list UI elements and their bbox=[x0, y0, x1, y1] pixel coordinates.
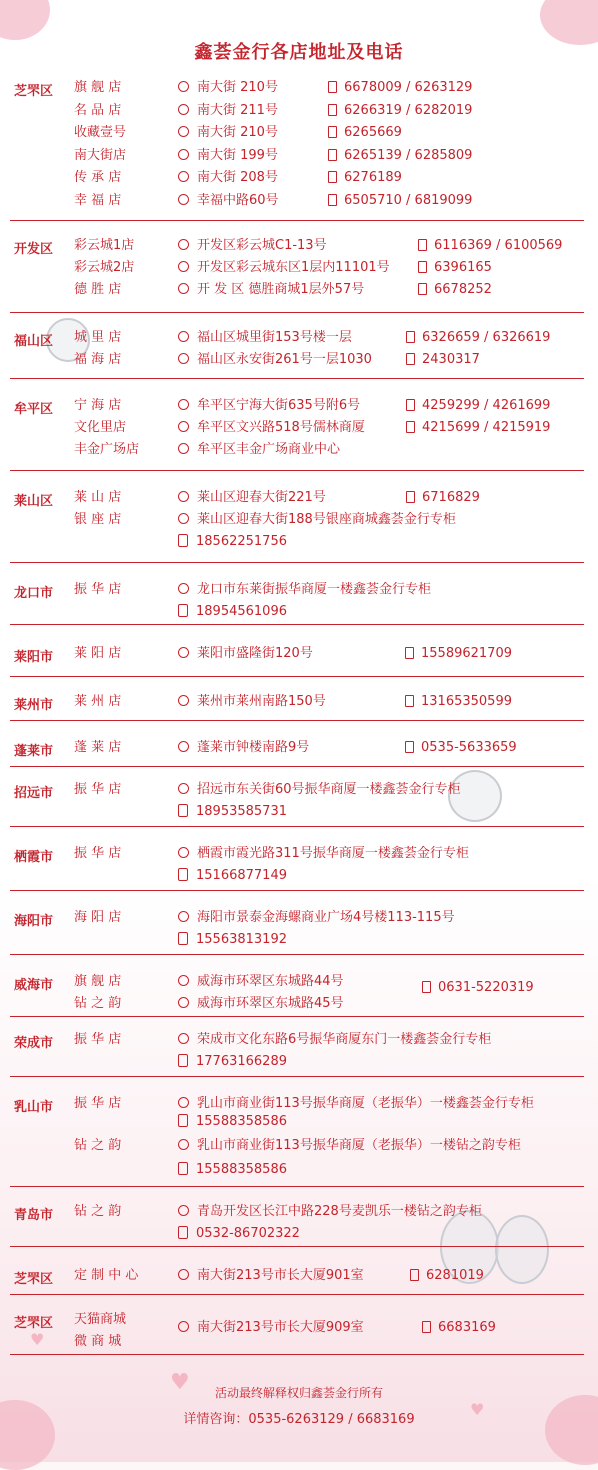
store-phone: 6326659 / 6326619 bbox=[406, 328, 550, 348]
mobile-number: 15588358586 bbox=[178, 1112, 287, 1132]
store-row bbox=[10, 123, 584, 143]
mobile-row bbox=[10, 1052, 584, 1072]
store-phone: 6276189 bbox=[328, 168, 402, 188]
store-name: 彩云城2店 bbox=[74, 260, 135, 275]
region-name: 蓬莱市 bbox=[14, 744, 54, 759]
store-row bbox=[10, 146, 584, 166]
mobile-number: 18562251756 bbox=[178, 532, 287, 552]
region-name: 乳山市 bbox=[14, 1100, 54, 1115]
store-row bbox=[10, 844, 584, 864]
mobile-number: 18953585731 bbox=[178, 802, 287, 822]
region-block bbox=[10, 1088, 584, 1187]
store-phone: 6678252 bbox=[418, 280, 492, 300]
store-row bbox=[10, 258, 584, 278]
region-block bbox=[10, 1196, 584, 1247]
region-name: 龙口市 bbox=[14, 586, 54, 601]
region-block bbox=[10, 732, 584, 767]
store-address: 南大街213号市长大厦909室 bbox=[178, 1318, 364, 1338]
mobile-row bbox=[10, 802, 584, 822]
store-address: 莱山区迎春大街188号银座商城鑫荟金行专柜 bbox=[178, 510, 456, 530]
store-address: 莱州市莱州南路150号 bbox=[178, 692, 326, 712]
store-name: 莱 山 店 bbox=[74, 490, 122, 505]
region-block bbox=[10, 322, 584, 379]
mobile-number: 15563813192 bbox=[178, 930, 287, 950]
store-row bbox=[10, 418, 584, 438]
region-block bbox=[10, 1024, 584, 1077]
store-row bbox=[10, 510, 584, 530]
store-name: 德 胜 店 bbox=[74, 282, 122, 297]
store-phone: 0535-5633659 bbox=[405, 738, 517, 758]
store-row bbox=[10, 396, 584, 416]
store-name: 振 华 店 bbox=[74, 1096, 122, 1111]
footer-contact: 详情咨询：0535-6263129 / 6683169 bbox=[183, 1412, 415, 1427]
region-name: 莱阳市 bbox=[14, 650, 54, 665]
region-name: 芝罘区 bbox=[14, 1272, 54, 1287]
store-row bbox=[10, 440, 584, 460]
store-name: 振 华 店 bbox=[74, 1032, 122, 1047]
store-address: 乳山市商业街113号振华商厦（老振华）一楼鑫荟金行专柜 bbox=[178, 1094, 534, 1114]
mobile-row bbox=[10, 930, 584, 950]
store-name: 莱 州 店 bbox=[74, 694, 122, 709]
store-phone: 6683169 bbox=[422, 1318, 496, 1338]
region-name: 栖霞市 bbox=[14, 850, 54, 865]
store-address: 福山区永安街261号一层1030 bbox=[178, 350, 372, 370]
store-address: 威海市环翠区东城路44号 bbox=[178, 972, 344, 992]
region-block bbox=[10, 966, 584, 1017]
store-name: 福 海 店 bbox=[74, 352, 122, 367]
store-name: 振 华 店 bbox=[74, 846, 122, 861]
store-row bbox=[10, 1136, 584, 1156]
store-address: 栖霞市霞光路311号振华商厦一楼鑫荟金行专柜 bbox=[178, 844, 469, 864]
region-name: 威海市 bbox=[14, 978, 54, 993]
store-address: 牟平区文兴路518号儒林商厦 bbox=[178, 418, 365, 438]
store-address: 乳山市商业街113号振华商厦（老振华）一楼钻之韵专柜 bbox=[178, 1136, 521, 1156]
region-name: 开发区 bbox=[14, 242, 54, 257]
store-row bbox=[10, 1202, 584, 1222]
region-block bbox=[10, 1304, 584, 1355]
store-name: 旗 舰 店 bbox=[74, 974, 122, 989]
region-block bbox=[10, 774, 584, 827]
region-block bbox=[10, 838, 584, 891]
store-name: 钻 之 韵 bbox=[74, 1138, 122, 1153]
store-row bbox=[10, 191, 584, 211]
mobile-number: 0532-86702322 bbox=[178, 1224, 300, 1244]
store-address: 莱山区迎春大街221号 bbox=[178, 488, 326, 508]
region-name: 青岛市 bbox=[14, 1208, 54, 1223]
region-name: 芝罘区 bbox=[14, 1316, 54, 1331]
store-address: 开发区彩云城C1-13号 bbox=[178, 236, 327, 256]
store-name: 天猫商城 bbox=[74, 1312, 127, 1327]
mobile-number: 15166877149 bbox=[178, 866, 287, 886]
store-name: 旗 舰 店 bbox=[74, 80, 122, 95]
store-address: 蓬莱市钟楼南路9号 bbox=[178, 738, 309, 758]
store-row bbox=[10, 1030, 584, 1050]
store-phone: 6265669 bbox=[328, 123, 402, 143]
store-row bbox=[10, 168, 584, 188]
store-address: 威海市环翠区东城路45号 bbox=[178, 994, 344, 1014]
store-address: 南大街 208号 bbox=[178, 168, 278, 188]
store-address: 福山区城里街153号楼一层 bbox=[178, 328, 352, 348]
store-address: 牟平区丰金广场商业中心 bbox=[178, 440, 340, 460]
mobile-row bbox=[10, 1160, 584, 1180]
mobile-number: 15588358586 bbox=[178, 1160, 287, 1180]
page-title: 鑫荟金行各店地址及电话 bbox=[194, 42, 404, 63]
store-phone: 6678009 / 6263129 bbox=[328, 78, 472, 98]
region-name: 芝罘区 bbox=[14, 84, 54, 99]
store-name: 彩云城1店 bbox=[74, 238, 135, 253]
store-name: 蓬 莱 店 bbox=[74, 740, 122, 755]
region-name: 海阳市 bbox=[14, 914, 54, 929]
store-phone: 0631-5220319 bbox=[422, 978, 534, 998]
store-phone: 13165350599 bbox=[405, 692, 512, 712]
region-block bbox=[10, 390, 584, 471]
store-phone: 2430317 bbox=[406, 350, 480, 370]
store-row bbox=[10, 488, 584, 508]
store-phone: 6281019 bbox=[410, 1266, 484, 1286]
phone-row bbox=[10, 978, 584, 998]
store-phone: 6716829 bbox=[406, 488, 480, 508]
store-address: 幸福中路60号 bbox=[178, 191, 279, 211]
store-name: 定 制 中 心 bbox=[74, 1268, 139, 1283]
mobile-row bbox=[10, 1224, 584, 1244]
store-address: 开 发 区 德胜商城1层外57号 bbox=[178, 280, 364, 300]
region-name: 荣成市 bbox=[14, 1036, 54, 1051]
region-block bbox=[10, 1260, 584, 1295]
mobile-row bbox=[10, 602, 584, 622]
store-address: 南大街213号市长大厦901室 bbox=[178, 1266, 364, 1286]
store-name: 收藏壹号 bbox=[74, 125, 127, 140]
store-name: 钻 之 韵 bbox=[74, 996, 122, 1011]
footer-disclaimer: 活动最终解释权归鑫荟金行所有 bbox=[214, 1386, 383, 1400]
store-row bbox=[10, 908, 584, 928]
store-row bbox=[10, 280, 584, 300]
store-name: 海 阳 店 bbox=[74, 910, 122, 925]
heart-icon: ♥ bbox=[30, 1330, 45, 1349]
store-row bbox=[10, 780, 584, 800]
mobile-number: 18954561096 bbox=[178, 602, 287, 622]
region-block bbox=[10, 70, 584, 221]
store-address: 招远市东关街60号振华商厦一楼鑫荟金行专柜 bbox=[178, 780, 461, 800]
store-row bbox=[10, 580, 584, 600]
store-row bbox=[10, 78, 584, 98]
store-name: 振 华 店 bbox=[74, 582, 122, 597]
store-address: 牟平区宁海大街635号附6号 bbox=[178, 396, 360, 416]
mobile-number: 17763166289 bbox=[178, 1052, 287, 1072]
store-address: 南大街 210号 bbox=[178, 123, 278, 143]
store-row bbox=[10, 644, 584, 664]
store-address: 海阳市景泰金海螺商业广场4号楼113-115号 bbox=[178, 908, 455, 928]
store-name: 文化里店 bbox=[74, 420, 127, 435]
region-block bbox=[10, 482, 584, 563]
store-phone: 6505710 / 6819099 bbox=[328, 191, 472, 211]
store-phone: 6396165 bbox=[418, 258, 492, 278]
region-block bbox=[10, 230, 584, 313]
store-name: 名 品 店 bbox=[74, 102, 122, 118]
store-phone: 4259299 / 4261699 bbox=[406, 396, 550, 416]
store-phone: 6265139 / 6285809 bbox=[328, 146, 472, 166]
store-row bbox=[10, 738, 584, 758]
store-name: 莱 阳 店 bbox=[74, 646, 122, 661]
store-phone: 15589621709 bbox=[405, 644, 512, 664]
region-name: 莱州市 bbox=[14, 698, 54, 713]
store-name: 传 承 店 bbox=[74, 170, 122, 185]
region-name: 牟平区 bbox=[14, 402, 54, 417]
store-row bbox=[10, 101, 584, 121]
region-name: 福山区 bbox=[14, 334, 54, 349]
mobile-row bbox=[10, 866, 584, 886]
region-name: 招远市 bbox=[14, 786, 54, 801]
store-address: 青岛开发区长江中路228号麦凯乐一楼钻之韵专柜 bbox=[178, 1202, 482, 1222]
store-address: 开发区彩云城东区1层内11101号 bbox=[178, 258, 390, 278]
heart-icon: ♥ bbox=[170, 1370, 190, 1395]
store-phone: 4215699 / 4215919 bbox=[406, 418, 550, 438]
store-name: 城 里 店 bbox=[74, 330, 122, 345]
store-row bbox=[10, 692, 584, 712]
store-phone: 6116369 / 6100569 bbox=[418, 236, 562, 256]
region-name: 莱山区 bbox=[14, 494, 54, 509]
store-name: 幸 福 店 bbox=[74, 192, 122, 208]
store-name: 钻 之 韵 bbox=[74, 1204, 122, 1219]
store-address: 龙口市东莱街振华商厦一楼鑫荟金行专柜 bbox=[178, 580, 431, 600]
region-block bbox=[10, 686, 584, 721]
store-address: 荣成市文化东路6号振华商厦东门一楼鑫荟金行专柜 bbox=[178, 1030, 491, 1050]
store-address: 南大街 211号 bbox=[178, 101, 278, 121]
store-row bbox=[10, 328, 584, 348]
store-name: 振 华 店 bbox=[74, 782, 122, 797]
store-name: 宁 海 店 bbox=[74, 398, 122, 413]
mobile-row bbox=[10, 1112, 584, 1132]
heart-icon: ♥ bbox=[470, 1400, 485, 1419]
region-block bbox=[10, 638, 584, 677]
store-address: 莱阳市盛隆街120号 bbox=[178, 644, 313, 664]
region-block bbox=[10, 574, 584, 625]
store-name: 丰金广场店 bbox=[74, 442, 140, 457]
store-name: 银 座 店 bbox=[74, 512, 122, 527]
store-row bbox=[10, 350, 584, 370]
store-row bbox=[10, 236, 584, 256]
phone-row bbox=[10, 1318, 584, 1338]
store-row bbox=[10, 1094, 584, 1114]
store-name: 微 商 城 bbox=[74, 1334, 122, 1349]
store-name: 南大街店 bbox=[74, 147, 127, 163]
store-address: 南大街 210号 bbox=[178, 78, 278, 98]
store-row bbox=[10, 1266, 584, 1286]
mobile-row bbox=[10, 532, 584, 552]
store-address: 南大街 199号 bbox=[178, 146, 278, 166]
region-block bbox=[10, 902, 584, 955]
store-phone: 6266319 / 6282019 bbox=[328, 101, 472, 121]
